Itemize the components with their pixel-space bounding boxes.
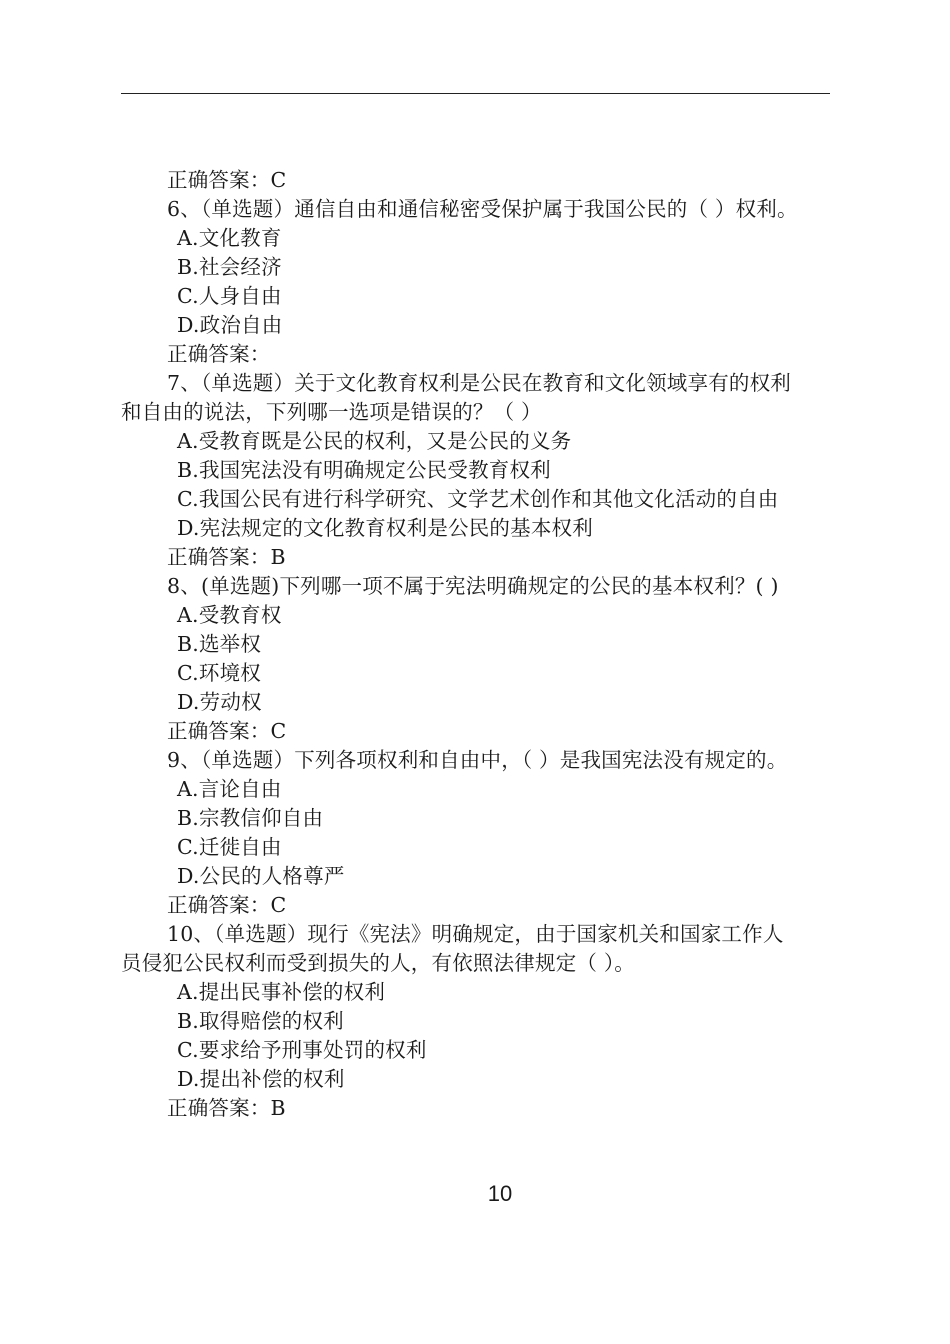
previous-answer: 正确答案：C — [167, 168, 287, 192]
option-b: B.取得赔偿的权利 — [177, 1009, 344, 1033]
option-c: C.我国公民有进行科学研究、文学艺术创作和其他文化活动的自由 — [177, 487, 779, 511]
correct-answer: 正确答案：B — [167, 545, 286, 569]
option-a: A.提出民事补偿的权利 — [177, 980, 386, 1004]
correct-answer: 正确答案： — [167, 342, 271, 366]
option-a: A.言论自由 — [177, 777, 282, 801]
question-text: 9、（单选题）下列各项权利和自由中，（ ）是我国宪法没有规定的。 — [167, 748, 788, 772]
question-text: 6、（单选题）通信自由和通信秘密受保护属于我国公民的（ ）权利。 — [167, 197, 798, 221]
option-c: C.环境权 — [177, 661, 261, 685]
option-a: A.受教育权 — [177, 603, 282, 627]
option-d: D.宪法规定的文化教育权利是公民的基本权利 — [177, 516, 593, 540]
option-c: C.人身自由 — [177, 284, 282, 308]
option-c: C.迁徙自由 — [177, 835, 282, 859]
option-b: B.选举权 — [177, 632, 262, 656]
header-rule — [121, 93, 830, 94]
option-a: A.受教育既是公民的权利，又是公民的义务 — [177, 429, 572, 453]
question-10 — [121, 920, 833, 1123]
question-text-continued: 和自由的说法，下列哪一选项是错误的？（ ） — [121, 400, 542, 424]
option-b: B.宗教信仰自由 — [177, 806, 324, 830]
option-d: D.公民的人格尊严 — [177, 864, 345, 888]
question-text: 8、(单选题)下列哪一项不属于宪法明确规定的公民的基本权利？( ) — [167, 574, 779, 598]
correct-answer: 正确答案：C — [167, 719, 287, 743]
option-a: A.文化教育 — [177, 226, 282, 250]
page-number: 10 — [487, 1181, 513, 1206]
question-8 — [121, 572, 833, 746]
option-c: C.要求给予刑事处罚的权利 — [177, 1038, 427, 1062]
question-text-continued: 员侵犯公民权利而受到损失的人，有依照法律规定（ ）。 — [121, 951, 635, 975]
option-b: B.我国宪法没有明确规定公民受教育权利 — [177, 458, 551, 482]
option-b: B.社会经济 — [177, 255, 282, 279]
question-7 — [121, 369, 833, 572]
question-9 — [121, 746, 833, 920]
option-d: D.劳动权 — [177, 690, 262, 714]
document-body — [121, 166, 833, 1123]
question-6 — [121, 195, 833, 369]
option-d: D.政治自由 — [177, 313, 283, 337]
correct-answer: 正确答案：C — [167, 893, 287, 917]
option-d: D.提出补偿的权利 — [177, 1067, 345, 1091]
correct-answer: 正确答案：B — [167, 1096, 286, 1120]
question-text: 7、（单选题）关于文化教育权利是公民在教育和文化领域享有的权利 — [167, 371, 791, 395]
question-text: 10、（单选题）现行《宪法》明确规定，由于国家机关和国家工作人 — [167, 922, 784, 946]
